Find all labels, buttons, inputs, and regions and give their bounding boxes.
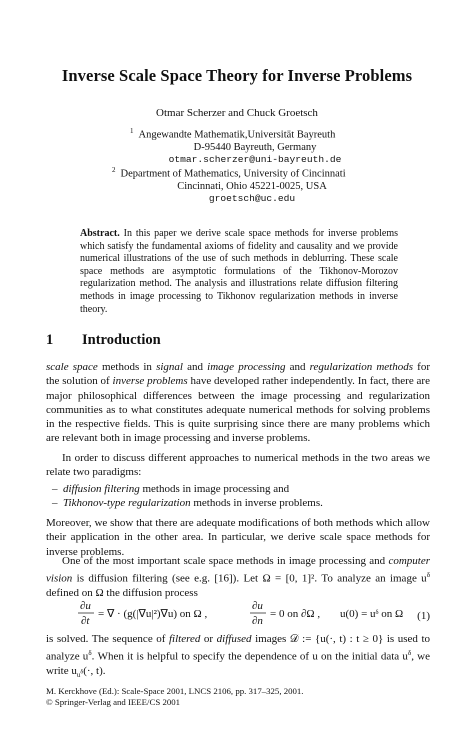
text: (·, t).: [83, 665, 106, 678]
em-diffused: diffused: [216, 633, 252, 645]
superscript: δ: [407, 649, 412, 658]
list-item: [52, 496, 323, 510]
list-item: [52, 482, 323, 496]
svg-text:= 0 on ∂Ω ,: = 0 on ∂Ω ,: [270, 608, 321, 620]
paragraph-3: Moreover, we show that there are adequate modifications of both methods which allow their application in the other area. In particular, we derive scale space methods for inverse problems.: [46, 517, 430, 558]
equation-1: [46, 598, 430, 628]
text: images 𝒟 := {u(·, t) : t ≥ 0} is used to analyze u: [46, 633, 431, 663]
bullet-list: [52, 482, 323, 511]
authors: Otmar Scherzer and Chuck Groetsch: [156, 107, 318, 119]
abstract-label: Abstract.: [80, 228, 120, 239]
paragraph-2: In order to discuss different approaches to numerical methods in the two areas we relate two paradigms:: [46, 452, 430, 479]
text: methods in: [97, 361, 157, 373]
text: is diffusion filtering (see e.g. [16]). Let Ω = [0, 1]². To analyze an image u: [72, 572, 427, 585]
paragraph-1: [46, 360, 430, 446]
affiliation-2-line-1: Department of Mathematics, University of Cincinnati: [120, 168, 346, 180]
text: methods in image processing and: [139, 483, 290, 495]
em-diffusion-filtering: diffusion filtering: [63, 483, 140, 495]
footer: [46, 686, 304, 708]
paper-title: Inverse Scale Space Theory for Inverse Problems: [61, 66, 413, 85]
equation-graphic: [46, 598, 430, 628]
affiliation-1-line-1: Angewandte Mathematik,Universität Bayreuth: [138, 129, 336, 141]
affiliation-2-line-2: Cincinnati, Ohio 45221-0025, USA: [177, 180, 327, 192]
em-filtered: filtered: [169, 633, 201, 645]
svg-text:∂u: ∂u: [252, 600, 263, 612]
superscript: δ: [88, 649, 92, 658]
text: and: [285, 361, 310, 373]
text: . When it is helpful to specify the dependence of u on the initial data u: [91, 650, 408, 663]
dash: –: [52, 483, 58, 495]
affiliation-mark-1: 1: [130, 127, 134, 135]
text: is solved. The sequence of: [46, 633, 169, 645]
svg-text:∂u: ∂u: [80, 600, 91, 612]
svg-text:∂t: ∂t: [81, 615, 90, 627]
em-signal: signal: [156, 361, 183, 373]
text: defined on Ω the diffusion process: [46, 587, 198, 600]
affiliation-2-email[interactable]: groetsch@uc.edu: [208, 192, 296, 204]
abstract: [80, 228, 398, 316]
text: and: [182, 361, 208, 373]
dash: –: [52, 497, 58, 510]
text: have developed rather independently. In fact, there are major philosophical differences between the image processing and regularization communities as to what constitutes adequate numerical methods for solving problems in the respective fields. This is quite surprising since there are many problems which are relevant both in image processing and inverse problems.: [46, 375, 430, 445]
paragraph-5: [46, 632, 430, 683]
text: One of the most important scale space methods in image processing and: [62, 555, 389, 567]
section-number: 1: [46, 332, 54, 348]
em-regularization-methods: regularization methods: [309, 361, 414, 373]
affiliation-mark-2: 2: [112, 166, 116, 174]
svg-text:= ∇ · (g(|∇u|²)∇u) on Ω ,: = ∇ · (g(|∇u|²)∇u) on Ω ,: [98, 608, 208, 620]
em-computer-vision: computer vision: [46, 555, 430, 585]
equation-number: (1): [417, 610, 430, 622]
text: , we write u: [46, 650, 430, 678]
text: for the solution of: [46, 361, 430, 388]
svg-text:u(0) = uᵟ on Ω: u(0) = uᵟ on Ω: [340, 608, 404, 620]
affiliation-1: [130, 127, 380, 165]
superscript: δ: [426, 571, 430, 580]
subscript: u: [76, 671, 81, 680]
abstract-text: In this paper we derive scale space methods for inverse problems which satisfy the fundamental axioms of fidelity and causality and we provide numerical illustrations of the use of such methods in deblurring. These scale space methods are asymptotic formulations of the Tikhonov-Morozov regularization method. The analysis and illustrations relate diffusion filtering methods in image processing to Tikhonov regularization methods in inverse theory.: [80, 228, 399, 315]
text: or: [200, 633, 217, 645]
em-inverse-problems: inverse problems: [112, 375, 188, 388]
em-tikhonov: Tikhonov-type regularization: [63, 497, 191, 510]
section-title: Introduction: [82, 332, 161, 348]
affiliation-1-line-2: D-95440 Bayreuth, Germany: [193, 141, 317, 153]
affiliation-2: [112, 166, 392, 204]
footer-copyright: © Springer-Verlag and IEEE/CS 2001: [46, 697, 181, 707]
em-image-processing: image processing: [207, 361, 286, 373]
text: methods in inverse problems.: [190, 497, 323, 510]
section-heading: [46, 332, 161, 349]
affiliation-1-email[interactable]: otmar.scherzer@uni-bayreuth.de: [168, 153, 342, 165]
em-scale-space: scale space: [46, 361, 98, 373]
paragraph-4: [46, 554, 430, 601]
superscript: δ: [80, 670, 84, 677]
svg-text:∂n: ∂n: [252, 615, 263, 627]
footer-citation: M. Kerckhove (Ed.): Scale-Space 2001, LNCS 2106, pp. 317–325, 2001.: [46, 686, 304, 696]
